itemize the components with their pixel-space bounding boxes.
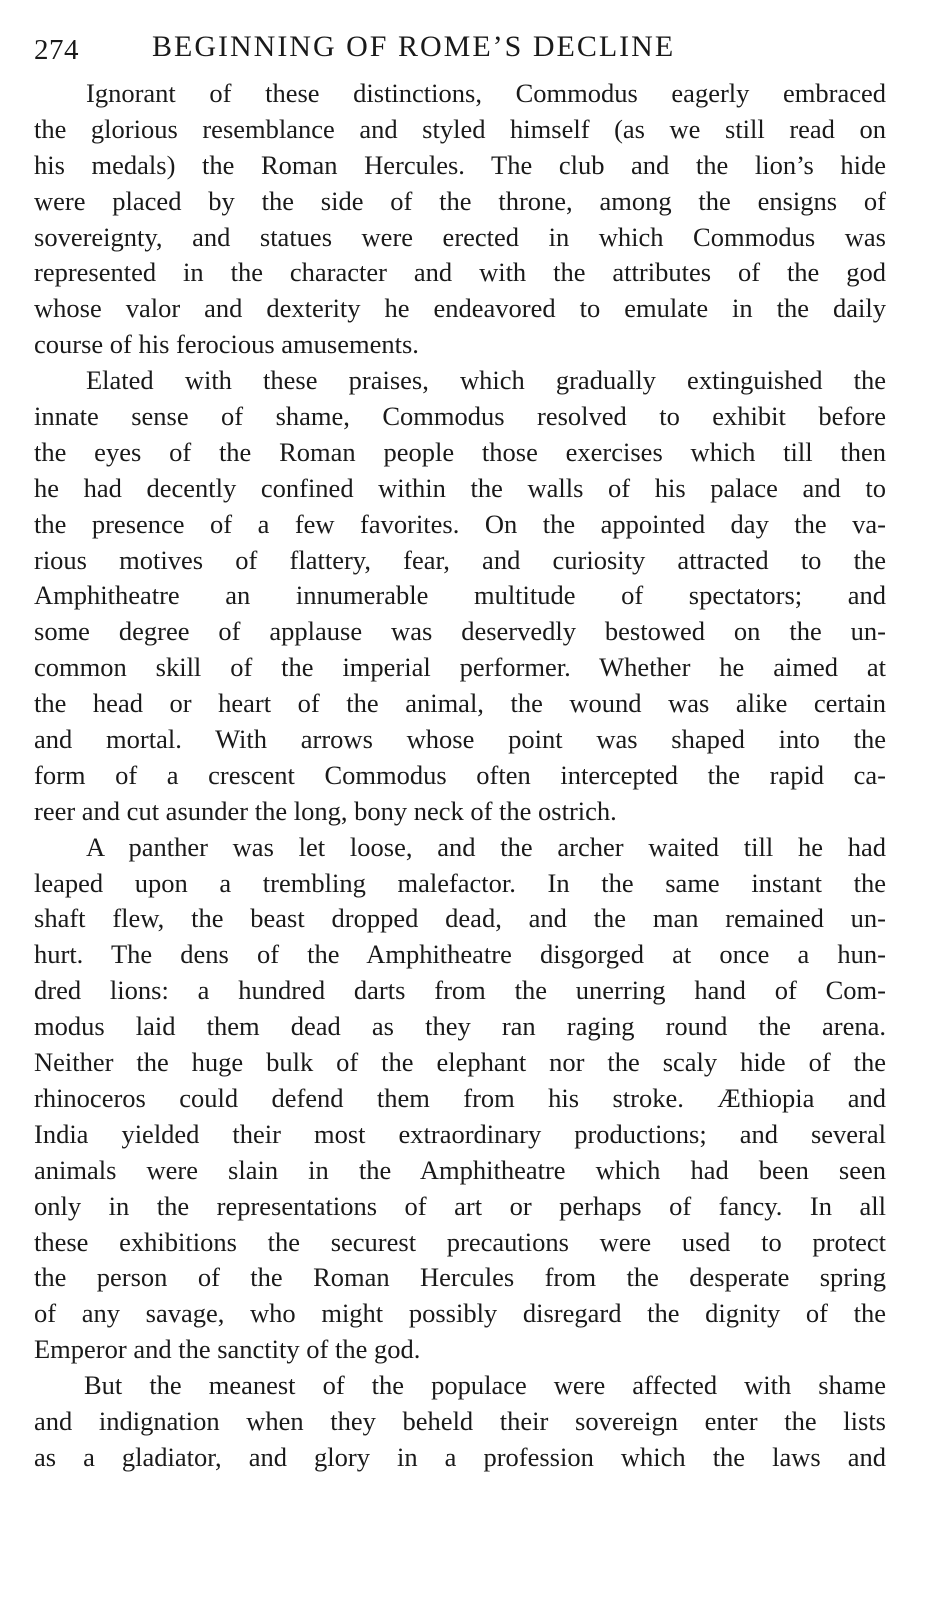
text-line: India yielded their most extraordinary productions; and several [34, 1118, 886, 1149]
text-line: Amphitheatre an innumerable multitude of spectators; and [34, 580, 886, 611]
page-number: 274 [34, 34, 79, 66]
text-line: represented in the character and with the attributes of the god [34, 257, 886, 288]
paragraph-2 [34, 363, 886, 830]
text-line: Elated with these praises, which gradually extinguished the [86, 365, 886, 396]
text-line: hurt. The dens of the Amphitheatre disgorged at once a hun- [34, 939, 886, 970]
text-line: he had decently confined within the walls of his palace and to [34, 472, 886, 503]
text-line: common skill of the imperial performer. Whether he aimed at [34, 652, 886, 683]
text-line: some degree of applause was deservedly bestowed on the un- [34, 616, 886, 647]
text-line: dred lions: a hundred darts from the unerring hand of Com- [34, 975, 886, 1006]
text-line: shaft flew, the beast dropped dead, and the man remained un- [34, 903, 886, 934]
text-line: rious motives of flattery, fear, and curiosity attracted to the [34, 544, 886, 575]
text-line: reer and cut asunder the long, bony neck of the ostrich. [34, 795, 617, 826]
text-line: Emperor and the sanctity of the god. [34, 1334, 421, 1365]
text-line: his medals) the Roman Hercules. The club and the lion’s hide [34, 149, 886, 180]
text-line: and indignation when they beheld their sovereign enter the lists [34, 1405, 886, 1436]
text-line: course of his ferocious amusements. [34, 329, 419, 360]
book-page [34, 28, 886, 1476]
text-line: of any savage, who might possibly disregard the dignity of the [34, 1298, 886, 1329]
text-line: rhinoceros could defend them from his stroke. Æthiopia and [34, 1082, 886, 1113]
text-line: innate sense of shame, Commodus resolved to exhibit before [34, 401, 886, 432]
running-title: BEGINNING OF ROME’S DECLINE [152, 30, 676, 63]
text-line: whose valor and dexterity he endeavored to emulate in the daily [34, 293, 886, 324]
running-head [34, 28, 886, 72]
paragraph-3 [34, 830, 886, 1368]
text-line: the person of the Roman Hercules from the desperate spring [34, 1262, 886, 1293]
text-line: the presence of a few favorites. On the appointed day the va- [34, 508, 886, 539]
text-line: leaped upon a trembling malefactor. In the same instant the [34, 867, 886, 898]
text-line: A panther was let loose, and the archer waited till he had [86, 831, 886, 862]
text-line: the head or heart of the animal, the wound was alike certain [34, 688, 886, 719]
text-line: as a gladiator, and glory in a profession which the laws and [34, 1441, 886, 1472]
text-line: and mortal. With arrows whose point was shaped into the [34, 724, 886, 755]
text-line: animals were slain in the Amphitheatre which had been seen [34, 1154, 886, 1185]
text-line: the eyes of the Roman people those exercises which till then [34, 436, 886, 467]
text-line: were placed by the side of the throne, among the ensigns of [34, 185, 886, 216]
paragraph-4 [34, 1368, 886, 1476]
text-line: Ignorant of these distinctions, Commodus eagerly embraced [86, 78, 886, 108]
text-line: form of a crescent Commodus often intercepted the rapid ca- [34, 759, 886, 790]
text-line: these exhibitions the securest precautions were used to protect [34, 1226, 886, 1257]
text-line: the glorious resemblance and styled himself (as we still read on [34, 113, 886, 144]
text-line: Neither the huge bulk of the elephant nor the scaly hide of the [34, 1047, 886, 1078]
text-line: only in the representations of art or perhaps of fancy. In all [34, 1190, 886, 1221]
text-line: modus laid them dead as they ran raging round the arena. [34, 1011, 886, 1042]
text-line: But the meanest of the populace were affected with shame [84, 1370, 886, 1401]
text-line: sovereignty, and statues were erected in which Commodus was [34, 221, 886, 252]
body-text [34, 76, 886, 1476]
paragraph-1 [34, 76, 886, 363]
